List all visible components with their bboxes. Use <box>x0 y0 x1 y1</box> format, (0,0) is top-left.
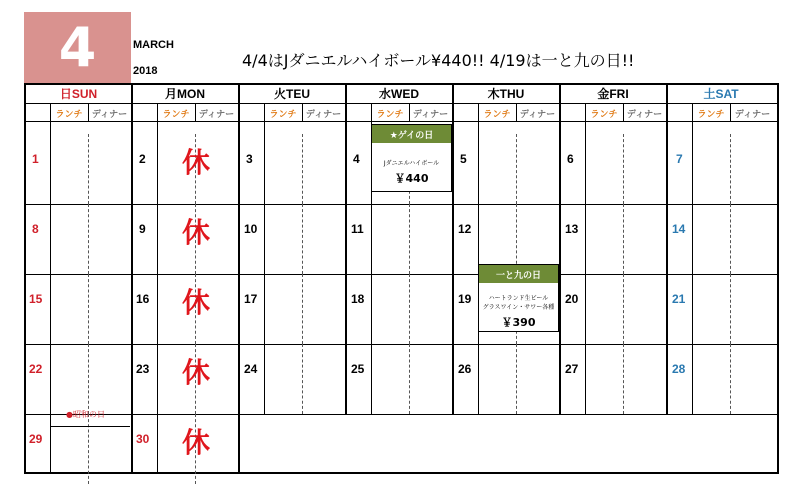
day-number: 21 <box>672 292 686 306</box>
day-column-divider <box>345 85 347 414</box>
sub-column-dashed <box>623 134 624 204</box>
closed-mark: 休 <box>182 426 211 459</box>
event-title: 一と九の日 <box>479 265 558 283</box>
weekday-sun: 日SUN <box>59 87 98 101</box>
sub-column-dashed <box>516 344 517 414</box>
dinner-label-sun: ディナー <box>91 109 128 120</box>
day-number: 27 <box>565 362 579 376</box>
year: 2018 <box>133 65 158 77</box>
event-ichi-ku-day <box>478 264 559 332</box>
lunch-label-wed: ランチ <box>376 109 404 120</box>
sub-column-dashed <box>302 274 303 344</box>
dinner-label-fri: ディナー <box>626 109 663 120</box>
day-number: 19 <box>458 292 472 306</box>
sub-column-dashed <box>409 204 410 274</box>
sub-column-dashed <box>88 414 89 484</box>
event-text: ハートランド生ビール <box>488 295 549 302</box>
sub-column-dashed <box>409 274 410 344</box>
calendar-grid <box>24 83 779 474</box>
sub-column-dashed <box>623 274 624 344</box>
sub-column-dashed <box>730 134 731 204</box>
lunch-label-sun: ランチ <box>55 109 83 120</box>
sub-column-dashed <box>516 134 517 204</box>
day-column-divider <box>238 414 240 472</box>
day-number: 12 <box>458 222 472 236</box>
lunch-label-tue: ランチ <box>269 109 297 120</box>
sub-column-dashed <box>623 344 624 414</box>
sub-column-divider <box>478 103 479 414</box>
day-number: 25 <box>351 362 365 376</box>
day-number: 2 <box>139 152 146 166</box>
sub-column-dashed <box>730 274 731 344</box>
day-number: 15 <box>29 292 43 306</box>
day-number: 29 <box>29 432 43 446</box>
sub-column-dashed <box>88 204 89 274</box>
day-number: 7 <box>676 152 683 166</box>
day-number: 26 <box>458 362 472 376</box>
dinner-label-wed: ディナー <box>412 109 449 120</box>
weekday-mon: 月MON <box>165 87 205 101</box>
week-divider <box>26 344 777 345</box>
event-gay-day <box>371 124 452 192</box>
weekday-thu: 木THU <box>487 87 525 101</box>
holiday-label: ●昭和の日 <box>66 410 105 419</box>
day-number: 20 <box>565 292 579 306</box>
event-price: ￥390 <box>501 316 536 329</box>
sub-column-divider <box>264 103 265 414</box>
day-column-divider <box>666 85 668 414</box>
sub-column-divider <box>585 103 586 414</box>
headline: 4/4はJダニエルハイボール¥440!! 4/19は一と九の日!! <box>242 51 635 70</box>
day-number: 13 <box>565 222 579 236</box>
sub-column-dashed <box>88 344 89 414</box>
day-number: 10 <box>244 222 258 236</box>
event-text: Jダニエルハイボール <box>383 160 440 167</box>
subheader-divider <box>26 121 777 122</box>
event-text: グラスワイン・サワー各種 <box>482 304 555 311</box>
sub-column-dashed <box>730 204 731 274</box>
day-number: 3 <box>246 152 253 166</box>
day-number: 14 <box>672 222 686 236</box>
sub-column-divider <box>50 103 51 472</box>
lunch-label-sat: ランチ <box>697 109 725 120</box>
sub-column-dashed <box>302 134 303 204</box>
sub-column-dashed <box>623 204 624 274</box>
sub-column-dashed <box>730 344 731 414</box>
month-number-box <box>24 12 131 83</box>
holiday-underline <box>50 426 130 427</box>
closed-mark: 休 <box>182 146 211 179</box>
weekday-fri: 金FRI <box>597 87 629 101</box>
lunch-label-mon: ランチ <box>162 109 190 120</box>
day-number: 30 <box>136 432 150 446</box>
weekday-tue: 火TEU <box>273 87 310 101</box>
week-divider <box>239 414 777 415</box>
week-divider <box>26 274 777 275</box>
day-number: 11 <box>351 222 364 236</box>
sub-column-dashed <box>409 344 410 414</box>
sub-column-divider <box>157 103 158 472</box>
day-number: 28 <box>672 362 686 376</box>
day-column-divider <box>559 85 561 414</box>
day-column-divider <box>452 85 454 414</box>
closed-mark: 休 <box>182 356 211 389</box>
sub-column-dashed <box>88 274 89 344</box>
lunch-label-thu: ランチ <box>483 109 511 120</box>
day-number: 5 <box>460 152 467 166</box>
dinner-label-mon: ディナー <box>198 109 235 120</box>
sub-column-divider <box>692 103 693 414</box>
event-price: ￥440 <box>394 172 429 185</box>
day-number: 24 <box>244 362 258 376</box>
dinner-label-tue: ディナー <box>305 109 342 120</box>
day-number: 17 <box>244 292 258 306</box>
month-name: MARCH <box>133 39 174 51</box>
day-number: 22 <box>29 362 43 376</box>
weekday-wed: 水WED <box>379 87 419 101</box>
day-number: 18 <box>351 292 365 306</box>
day-number: 16 <box>136 292 150 306</box>
month-number: 4 <box>58 16 97 79</box>
sub-column-dashed <box>88 134 89 204</box>
day-number: 6 <box>567 152 574 166</box>
dinner-label-sat: ディナー <box>734 109 771 120</box>
week-divider <box>26 204 777 205</box>
sub-column-dashed <box>302 344 303 414</box>
day-number: 9 <box>139 222 146 236</box>
closed-mark: 休 <box>182 286 211 319</box>
closed-mark: 休 <box>182 216 211 249</box>
day-number: 1 <box>32 152 39 166</box>
weekday-sat: 土SAT <box>703 87 739 101</box>
day-number: 4 <box>353 152 360 166</box>
day-column-divider <box>131 85 133 472</box>
sub-column-dashed <box>302 204 303 274</box>
day-number: 8 <box>32 222 39 236</box>
event-title: ★ゲイの日 <box>372 125 451 143</box>
dinner-label-thu: ディナー <box>519 109 556 120</box>
day-number: 23 <box>136 362 150 376</box>
header-divider <box>26 103 777 104</box>
lunch-label-fri: ランチ <box>590 109 618 120</box>
